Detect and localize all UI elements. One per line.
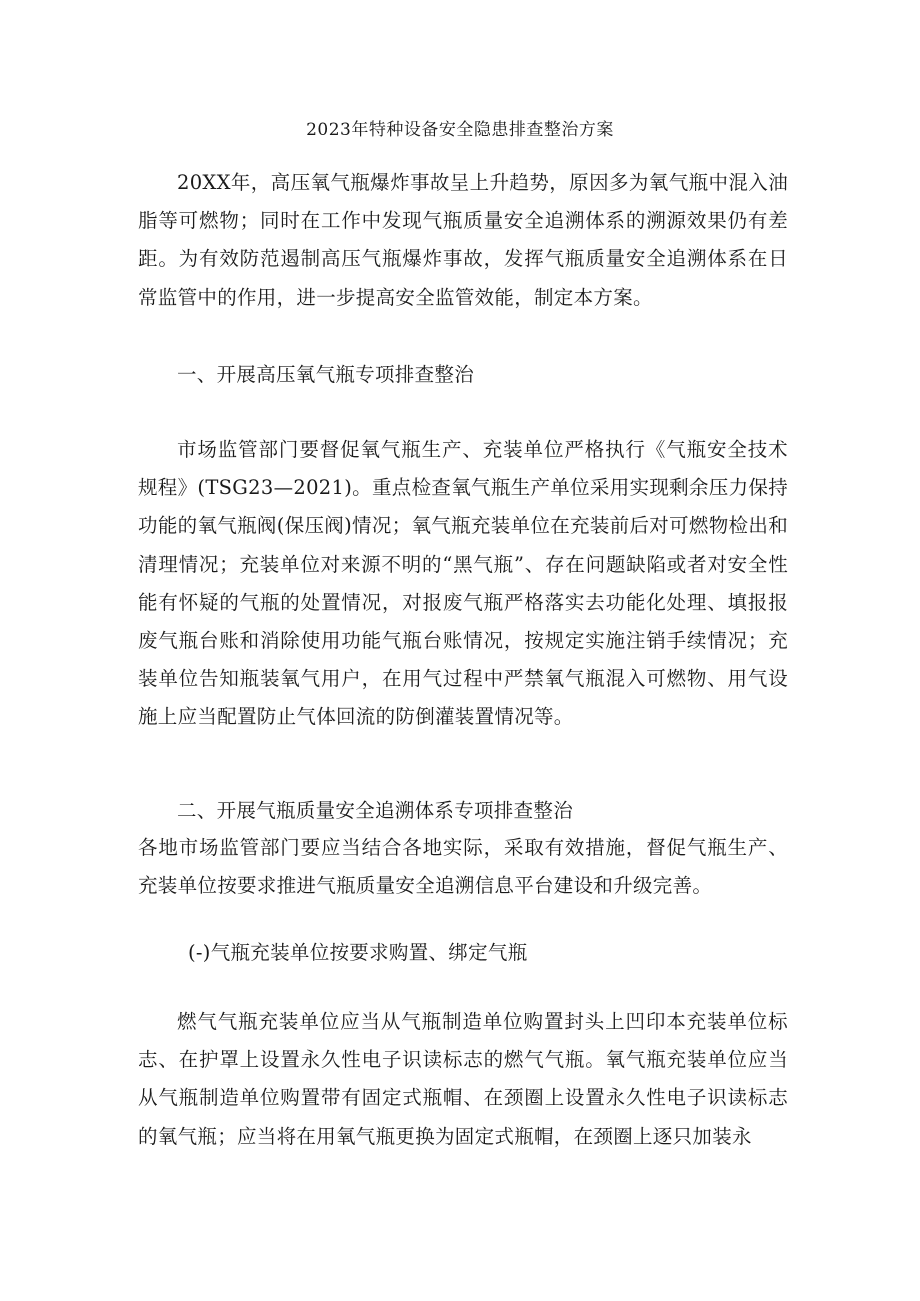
section-2-paragraph: 各地市场监管部门要应当结合各地实际，采取有效措施，督促气瓶生产、充装单位按要求推进气瓶质量安全追溯信息平台建设和升级完善。 (138, 836, 788, 898)
section-1-heading: 一、开展高压氧气瓶专项排查整治 (177, 363, 475, 386)
document-title: 2023年特种设备安全隐患排查整治方案 (306, 120, 614, 140)
section-1-paragraph: 市场监管部门要督促氧气瓶生产、充装单位严格执行《气瓶安全技术规程》(TSG23—2021)。重点检查氧气瓶生产单位采用实现剩余压力保持功能的氧气瓶阀(保压阀)情况；氧气瓶充装单位在充装前后对可燃物检出和清理情况；充装单位对来源不明的“黑气瓶”、存在问题缺陷或者对安全性能有怀疑的气瓶的处置情况，对报废气瓶严格落实去功能化处理、填报报废气瓶台账和消除使用功能气瓶台账情况，按规定实施注销手续情况；充装单位告知瓶装氧气用户，在用气过程中严禁氧气瓶混入可燃物、用气设施上应当配置防止气体回流的防倒灌装置情况等。 (138, 438, 788, 729)
section-2-heading: 二、开展气瓶质量安全追溯体系专项排查整治 (177, 799, 574, 822)
subsection-1-heading: (-)气瓶充装单位按要求购置、绑定气瓶 (188, 941, 528, 964)
subsection-1-paragraph: 燃气气瓶充装单位应当从气瓶制造单位购置封头上凹印本充装单位标志、在护罩上设置永久性电子识读标志的燃气气瓶。氧气瓶充装单位应当从气瓶制造单位购置带有固定式瓶帽、在颈圈上设置永久性电子识读标志的氧气瓶；应当将在用氧气瓶更换为固定式瓶帽，在颈圈上逐只加装永 (138, 1010, 788, 1148)
intro-paragraph: 20XX年，高压氧气瓶爆炸事故呈上升趋势，原因多为氧气瓶中混入油脂等可燃物；同时在工作中发现气瓶质量安全追溯体系的溯源效果仍有差距。为有效防范遏制高压气瓶爆炸事故，发挥气瓶质量安全追溯体系在日常监管中的作用，进一步提高安全监管效能，制定本方案。 (138, 171, 788, 309)
